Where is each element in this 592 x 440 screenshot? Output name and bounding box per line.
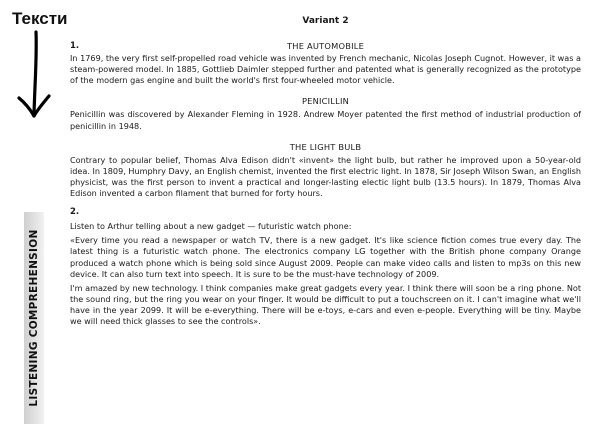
lightbulb-title: THE LIGHT BULB <box>289 141 362 152</box>
side-tab-label: LISTENING COMPREHENSION <box>28 229 40 407</box>
penicillin-text: Penicillin was discovered by Alexander Fleming in 1928. Andrew Moyer patented the first method of industrial production of penicillin in 1948. <box>70 109 581 131</box>
down-arrow-icon <box>14 30 54 122</box>
penicillin-title: PENICILLIN <box>301 96 350 107</box>
annotation-label: Тексти <box>12 9 68 28</box>
section-2-number: 2. <box>70 207 80 218</box>
document-page <box>70 16 581 327</box>
lightbulb-text: Contrary to popular belief, Thomas Alva Edison didn't «invent» the light bulb, but rather he improved upon a 50-year-old idea. In 1809, Humphry Davy, an English chemist, invented the first electric light. In 1878, Sir Joseph Wilson Swan, an English physicist, was the first person to invent a practical and longer-lasting electic light bulb (13.5 hours). In 1879, Thomas Alva Edison invented a carbon filament that burned for forty hours. <box>70 154 581 199</box>
variant-title: Variant 2 <box>302 16 349 26</box>
section-2-prompt: Listen to Arthur telling about a new gadget — futuristic watch phone: <box>70 221 352 232</box>
section-1-header <box>70 41 581 53</box>
automobile-text: In 1769, the very first self-propelled road vehicle was invented by French mechanic, Nicolas Joseph Cugnot. However, it was a steam-powered model. In 1885, Gottlieb Daimler stepped further and patented what is generally recognized as the prototype of the modern gas engine and built the world's first four-wheeled motor vehicle. <box>70 53 581 86</box>
section-1-number: 1. <box>70 41 80 52</box>
side-tab <box>24 212 44 424</box>
watch-phone-paragraph-2: I'm amazed by new technology. I think companies make great gadgets every year. I think there will soon be a ring phone. Not the sound ring, but the ring you wear on your finger. It would be difficult to put a touchscreen on it. I can't imagine what we'll have in the year 2099. It will be e-everything. There will be e-toys, e-cars and even e-people. Everything will be tiny. Maybe we will need thick glasses to see the controls». <box>70 282 581 326</box>
watch-phone-paragraph-1: «Every time you read a newspaper or watch TV, there is a new gadget. It's like science fiction comes true every day. The latest thing is a futuristic watch phone. The electronics company LG together with the British phone company Orange produced a watch phone which is being sold since August 2009. People can make video calls and listen to mp3s on this new device. It can also turn text into speech. It is sure to be the must-have technology of 2009. <box>70 235 581 279</box>
automobile-title: THE AUTOMOBILE <box>286 41 365 52</box>
